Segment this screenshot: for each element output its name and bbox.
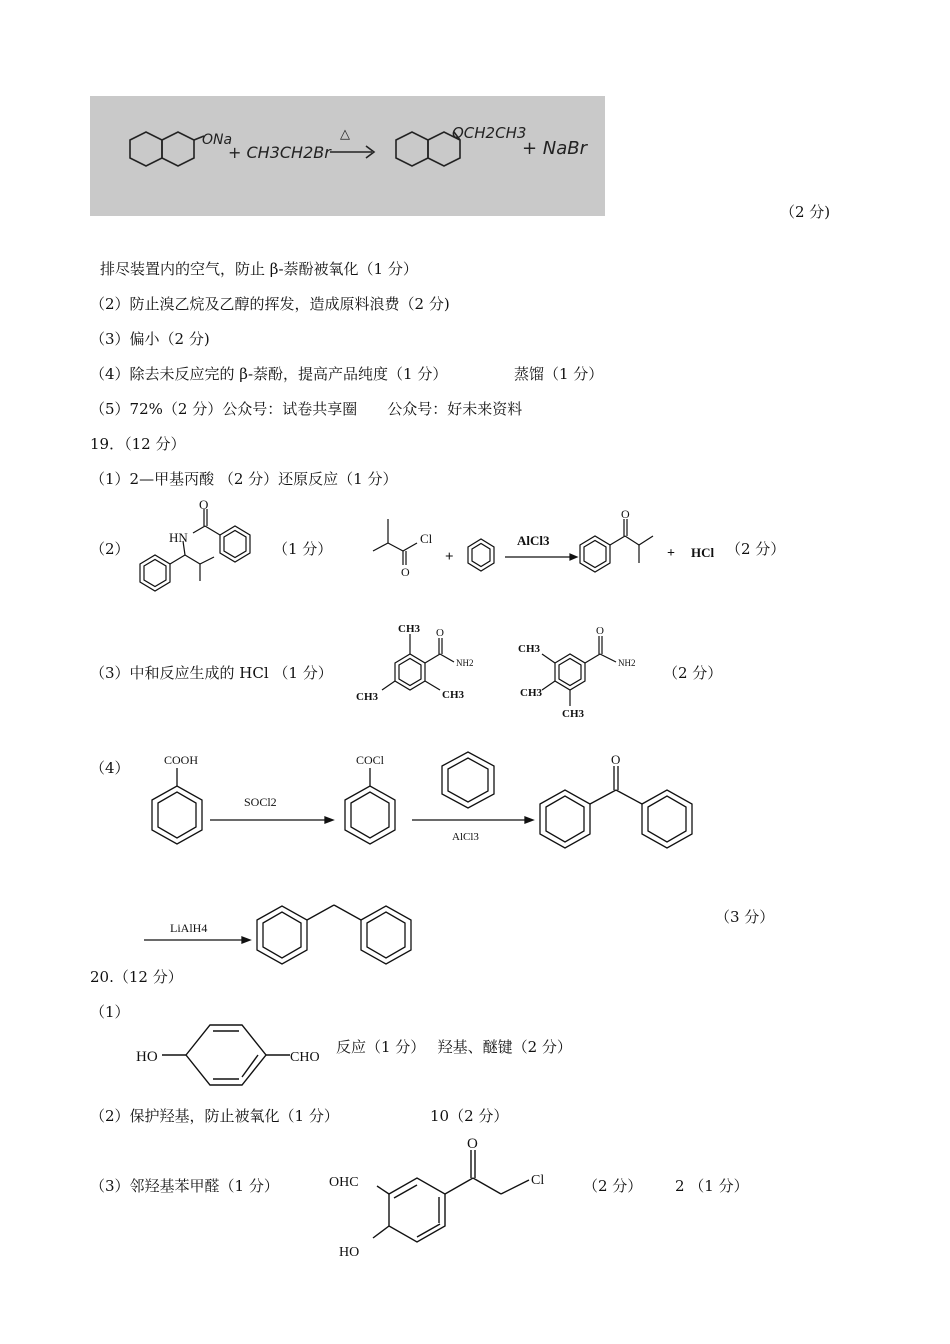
answer-20-3a: （3）邻羟基苯甲醛（1 分）	[90, 1177, 279, 1195]
hw-nabr: + NaBr	[522, 138, 588, 159]
plus-sign-2: +	[667, 546, 675, 561]
acyl-chloride-cl: Cl	[420, 531, 433, 546]
amide-nh2-1: NH2	[456, 658, 474, 668]
answer-19-3-score: （2 分）	[663, 664, 723, 682]
product-oxygen: O	[467, 1136, 478, 1152]
aldehyde-cho: CHO	[290, 1050, 320, 1065]
answer-line-3: （3）偏小（2 分)	[90, 330, 210, 348]
answer-19-4-score: （3 分）	[715, 908, 775, 926]
answer-19-4-label: （4）	[90, 759, 130, 777]
trimethylbenzamide-structures	[350, 618, 680, 723]
question-19-heading: 19．（12 分）	[90, 435, 186, 453]
carbonyl-o-2: O	[596, 625, 604, 637]
answer-20-2a: （2）保护羟基，防止被氧化（1 分）	[90, 1107, 339, 1125]
answer-19-3: （3）中和反应生成的 HCl （1 分）	[90, 664, 333, 682]
acyl-chloride-o: O	[401, 565, 410, 579]
amide-nh2-2: NH2	[618, 658, 636, 668]
chloroacetyl-hydroxybenzaldehyde-structure	[325, 1130, 570, 1265]
ketone-oxygen-1: O	[621, 507, 630, 521]
answer-20-1-text: 反应（1 分） 羟基、醚键（2 分）	[336, 1038, 572, 1056]
product-ho: HO	[339, 1245, 360, 1260]
synthesis-route-part-1	[140, 748, 710, 858]
product-cl: Cl	[531, 1173, 545, 1188]
answer-19-2-score-b: （2 分）	[726, 540, 786, 558]
methyl-1a: CH3	[398, 623, 420, 635]
answer-line-2: （2）防止溴乙烷及乙醇的挥发，造成原料浪费（2 分)	[90, 295, 450, 313]
amide-hn: HN	[169, 530, 188, 545]
question-20-heading: 20.（12 分）	[90, 968, 183, 986]
catalyst-alcl3-2: AlCl3	[452, 831, 479, 843]
answer-19-1: （1）2—甲基丙酸 （2 分）还原反应（1 分）	[90, 470, 398, 488]
handwritten-reaction	[90, 96, 605, 216]
methyl-1b: CH3	[442, 689, 464, 701]
handwritten-reaction-photo	[90, 96, 605, 216]
product-ohc: OHC	[329, 1175, 359, 1190]
hw-ethoxy: OCH2CH3	[452, 124, 527, 142]
phenol-ho: HO	[136, 1049, 158, 1065]
plus-sign-1: +	[445, 549, 454, 565]
benzophenone-oxygen: O	[611, 752, 621, 767]
synthesis-route-part-2	[140, 895, 420, 970]
benzoyl-chloride-cocl: COCl	[356, 753, 385, 767]
amide-oxygen: O	[199, 497, 209, 512]
amide-structure	[125, 495, 270, 605]
methyl-2c: CH3	[562, 708, 584, 720]
answer-19-2-score-a: （1 分）	[273, 540, 333, 558]
answer-20-3c: 2 （1 分）	[675, 1177, 749, 1195]
reagent-socl2: SOCl2	[244, 795, 277, 809]
hw-bromoethane: + CH3CH2Br	[228, 143, 331, 162]
hydroxybenzaldehyde-structure	[130, 1015, 330, 1090]
reagent-lialh4: LiAlH4	[170, 921, 208, 935]
answer-20-3b: （2 分）	[583, 1177, 643, 1195]
answer-20-2b: 10（2 分）	[430, 1107, 509, 1125]
hw-ona: ONa	[202, 132, 233, 148]
benzoic-acid-cooh: COOH	[164, 753, 199, 767]
answer-19-2-label: （2）	[90, 540, 130, 558]
friedel-crafts-acylation	[365, 505, 775, 585]
carbonyl-o-1: O	[436, 627, 444, 639]
answer-line-5: （5）72%（2 分）公众号：试卷共享圈 公众号：好未来资料	[90, 400, 523, 418]
methyl-1c: CH3	[356, 691, 378, 703]
catalyst-alcl3-1: AlCl3	[517, 533, 550, 548]
hw-heat: △	[340, 127, 350, 142]
answer-line-4b: 蒸馏（1 分）	[514, 365, 604, 383]
answer-line-1: 排尽装置内的空气，防止 β-萘酚被氧化（1 分）	[100, 260, 418, 278]
methyl-2b: CH3	[520, 687, 542, 699]
answer-20-1-label: （1）	[90, 1003, 130, 1021]
methyl-2a: CH3	[518, 643, 540, 655]
score-header: （2 分)	[780, 203, 831, 221]
answer-line-4a: （4）除去未反应完的 β-萘酚，提高产品纯度（1 分）	[90, 365, 448, 383]
byproduct-hcl: HCl	[691, 545, 715, 560]
